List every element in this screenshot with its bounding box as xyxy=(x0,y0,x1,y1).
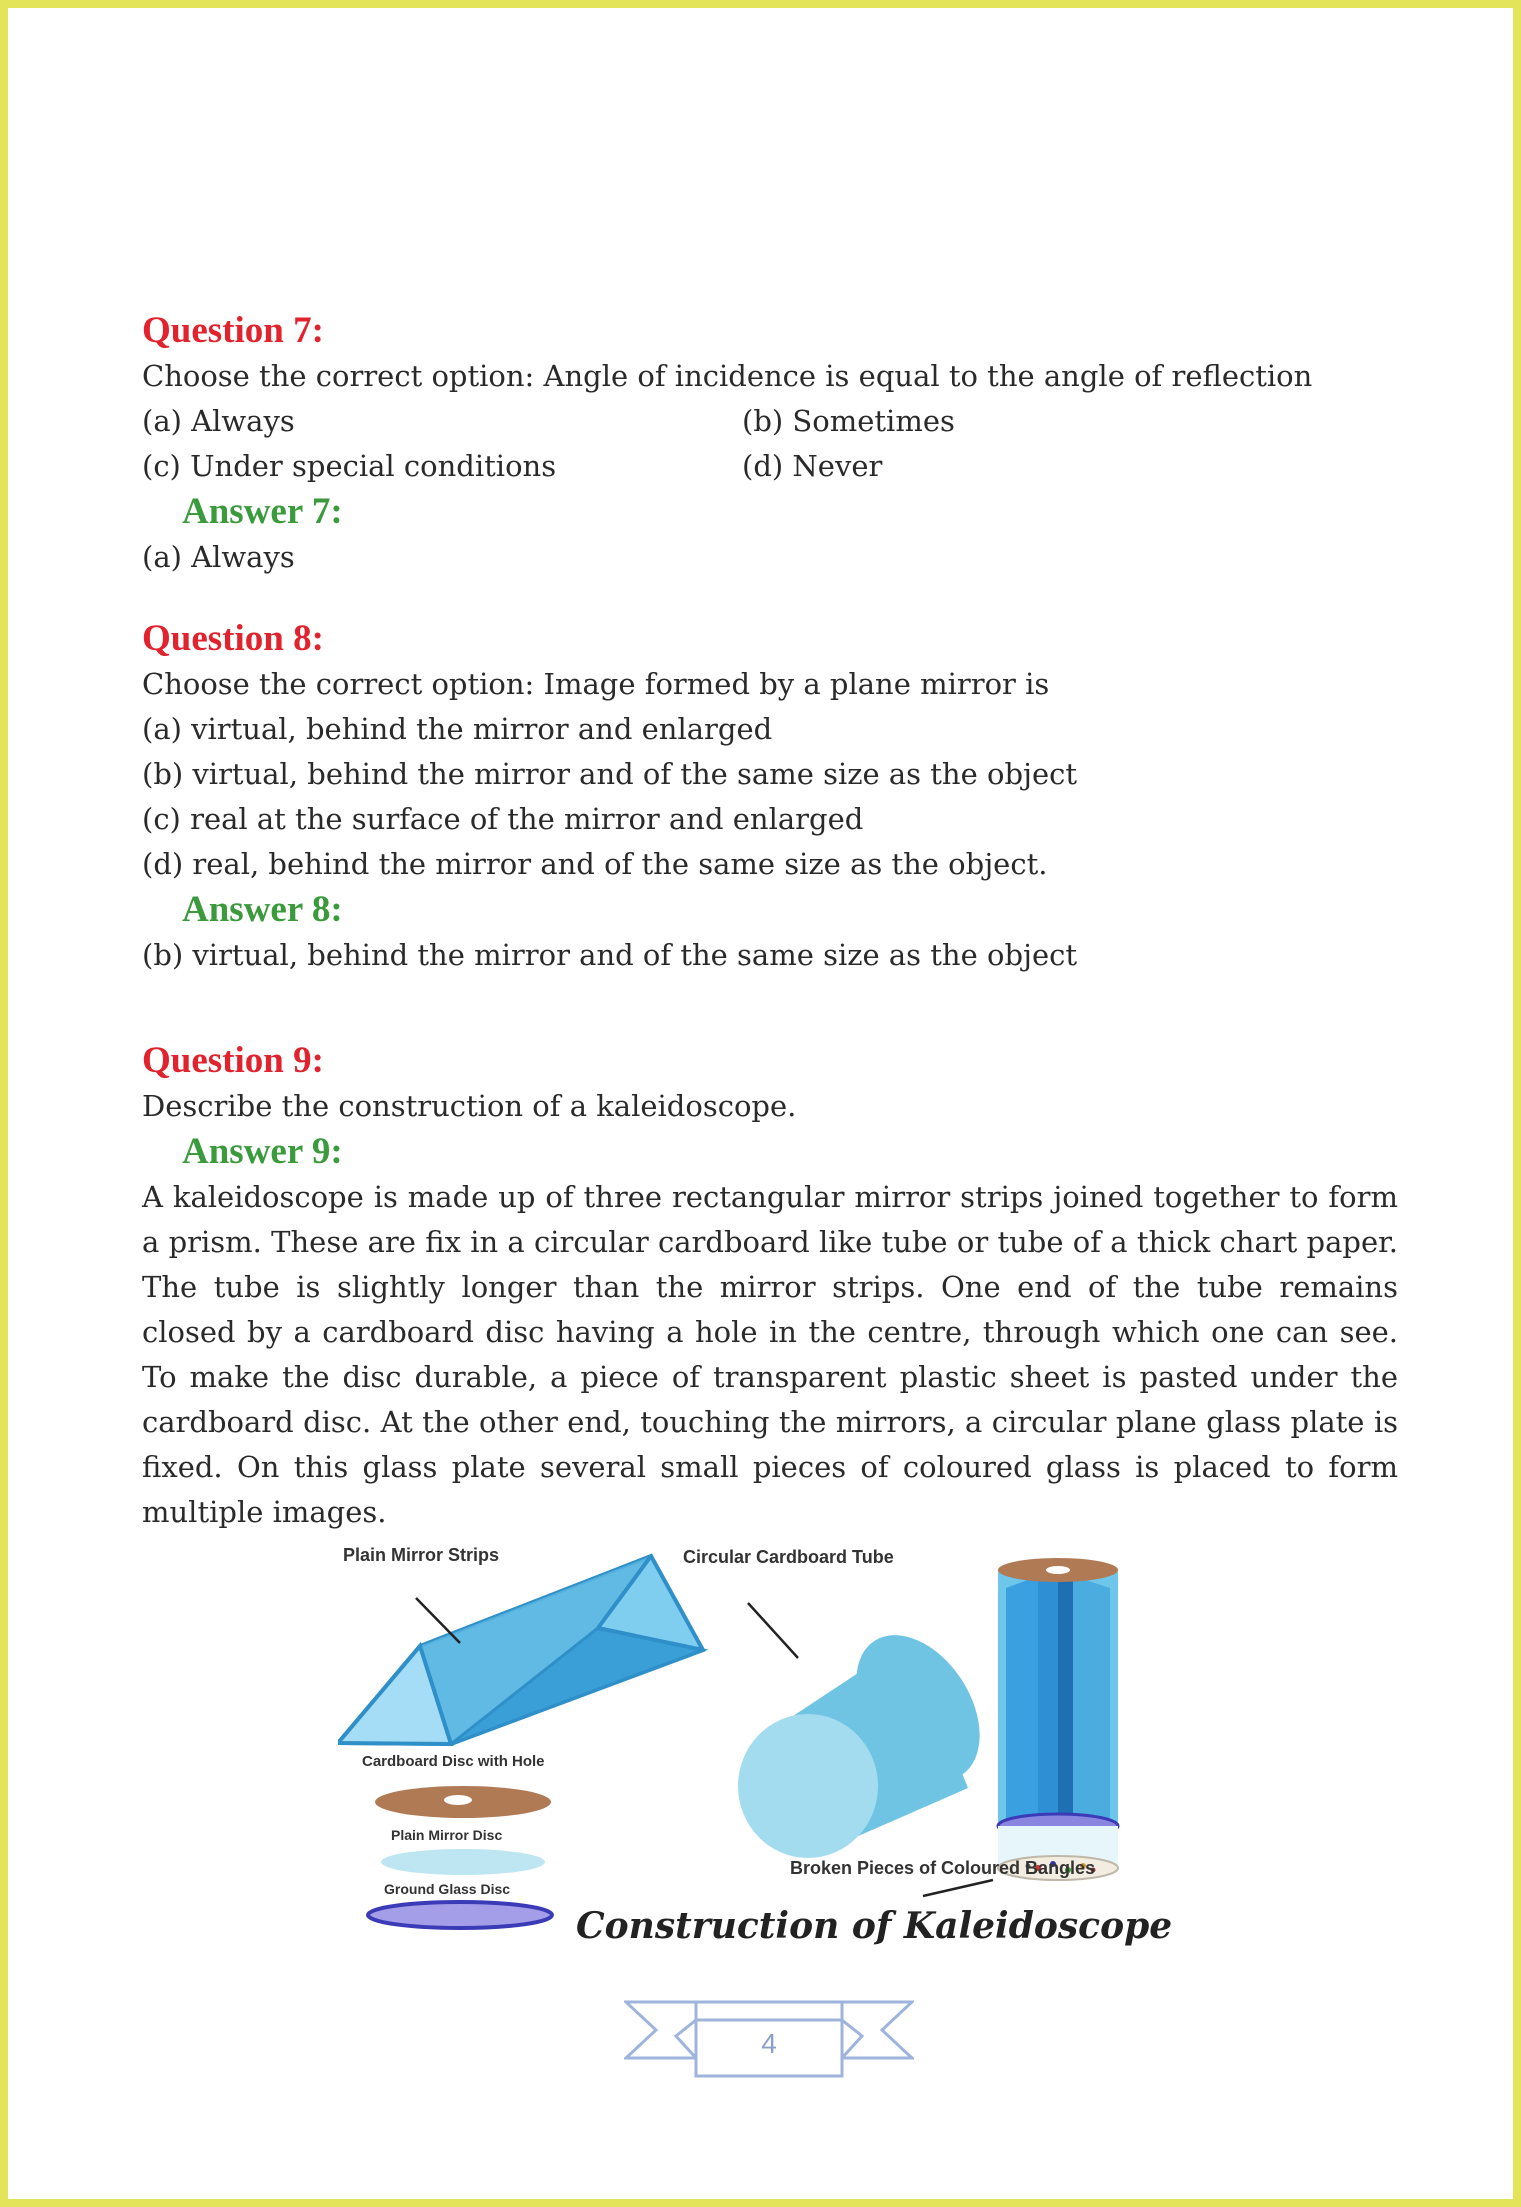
kaleidoscope-diagram xyxy=(338,1528,1218,1968)
question-8-option-a: (a) virtual, behind the mirror and enlarged xyxy=(142,712,773,746)
question-7-title: Question 7: xyxy=(142,310,324,351)
question-8-option-d: (d) real, behind the mirror and of the same size as the object. xyxy=(142,847,1048,881)
label-bangles: Broken Pieces of Coloured Bangles xyxy=(790,1858,1096,1878)
assembled-kaleidoscope-illustration xyxy=(998,1558,1118,1880)
question-7-option-b: (b) Sometimes xyxy=(742,404,955,438)
label-glass-disc: Ground Glass Disc xyxy=(384,1881,511,1897)
tube-illustration xyxy=(738,1613,1005,1858)
question-7-options-row-1 xyxy=(142,399,1398,444)
question-9-title: Question 9: xyxy=(142,1040,324,1081)
question-7-options-row-2 xyxy=(142,444,1398,489)
prism-illustration xyxy=(338,1556,703,1744)
question-8-option-b: (b) virtual, behind the mirror and of the same size as the object xyxy=(142,757,1078,791)
answer-7-title: Answer 7: xyxy=(182,491,343,532)
label-mirror-strips: Plain Mirror Strips xyxy=(343,1545,500,1565)
question-7-option-a: (a) Always xyxy=(142,404,295,438)
label-cardboard-tube: Circular Cardboard Tube xyxy=(683,1547,894,1567)
discs-illustration xyxy=(368,1786,552,1928)
label-disc-with-hole: Cardboard Disc with Hole xyxy=(362,1753,545,1770)
question-8-title: Question 8: xyxy=(142,618,324,659)
answer-9-text: A kaleidoscope is made up of three rectangular mirror strips joined together to form a prism. These are fix in a circular cardboard like tube or tube of a thick chart paper. The tube is slightly longer than the mirror strips. One end of the tube remains closed by a cardboard disc having a hole in the centre, through which one can see. To make the disc durable, a piece of transparent plastic sheet is pasted under the cardboard disc. At the other end, touching the mirrors, a circular plane glass plate is fixed. On this glass plate several small pieces of coloured glass is placed to form multiple images. xyxy=(142,1180,1398,1529)
question-8-option-c: (c) real at the surface of the mirror and enlarged xyxy=(142,802,864,836)
answer-7-text: (a) Always xyxy=(142,540,295,574)
answer-8-title: Answer 8: xyxy=(182,889,343,930)
label-mirror-disc: Plain Mirror Disc xyxy=(391,1827,503,1843)
answer-9-title: Answer 9: xyxy=(182,1131,343,1172)
page-number-ribbon xyxy=(624,1994,914,2078)
answer-8-text: (b) virtual, behind the mirror and of the same size as the object xyxy=(142,938,1078,972)
question-7-option-d: (d) Never xyxy=(742,449,883,483)
question-8-text: Choose the correct option: Image formed by a plane mirror is xyxy=(142,667,1050,701)
question-9-text: Describe the construction of a kaleidoscope. xyxy=(142,1089,797,1123)
kaleidoscope-illustration xyxy=(338,1528,1218,1968)
question-7-text: Choose the correct option: Angle of incidence is equal to the angle of reflection xyxy=(142,359,1313,393)
diagram-caption: Construction of Kaleidoscope xyxy=(576,1905,1173,1947)
page-number: 4 xyxy=(761,2028,777,2059)
question-7-option-c: (c) Under special conditions xyxy=(142,449,557,483)
content xyxy=(142,308,1398,1535)
